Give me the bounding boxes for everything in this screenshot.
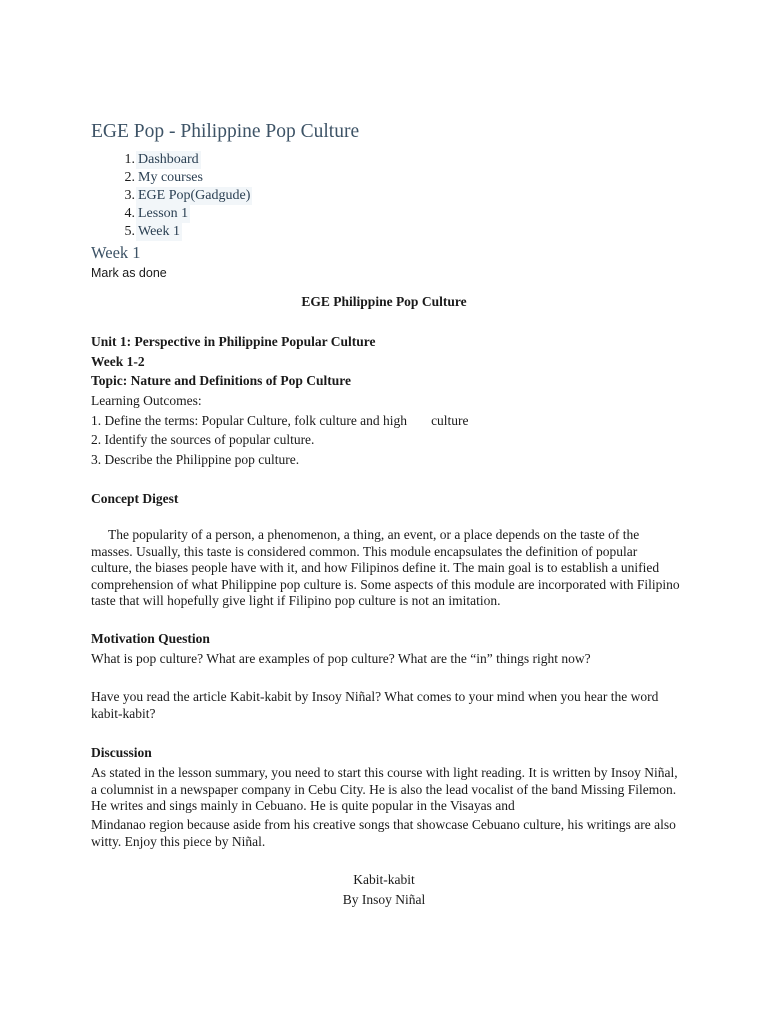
discussion-heading: Discussion — [91, 745, 152, 760]
discussion-paragraph: As stated in the lesson summary, you need to start this course with light reading. It is written by Insoy Niñal, a columnist in a newspaper company in Cebu City. He is also the lead vocalist of the band Missing Filemon. He writes and sings mainly in Cebuano. He is quite popular in the Visayas and — [91, 765, 678, 813]
unit-heading: Unit 1: Perspective in Philippine Popular Culture — [91, 334, 376, 349]
breadcrumb-item — [91, 187, 252, 205]
motivation-heading: Motivation Question — [91, 631, 210, 646]
breadcrumb-number: 4. — [124, 206, 135, 221]
breadcrumb-link-my-courses[interactable]: My courses — [138, 170, 203, 185]
motivation-question: What is pop culture? What are examples of pop culture? What are the “in” things right now? — [91, 651, 591, 666]
concept-paragraph: The popularity of a person, a phenomenon, a thing, an event, or a place depends on the taste of the masses. Usually, this taste is considered common. This module encapsulates the definition of popular culture, the biases people have with it, and how Filipinos define it. The main goal is to establish a unified comprehension of what Philippine pop culture is. Some aspects of this module are incorporated with Filipino taste that will hopefully give light if Filipino pop culture is not an imitation. — [91, 527, 680, 608]
topic-heading: Topic: Nature and Definitions of Pop Culture — [91, 373, 352, 388]
breadcrumb-item — [91, 205, 252, 223]
breadcrumb-number: 5. — [124, 224, 135, 239]
breadcrumb-link-week[interactable]: Week 1 — [138, 224, 181, 239]
concept-heading: Concept Digest — [91, 491, 179, 506]
section-heading: Week 1 — [91, 243, 141, 262]
outcome-text-continued: culture — [431, 413, 469, 428]
outcome-item — [91, 413, 469, 429]
breadcrumb-item — [91, 151, 252, 169]
mark-as-done-button[interactable]: Mark as done — [91, 266, 167, 280]
motivation-question: Have you read the article Kabit-kabit by Insoy Niñal? What comes to your mind when you hear the word kabit-kabit? — [91, 689, 659, 721]
discussion-paragraph: Mindanao region because aside from his creative songs that showcase Cebuano culture, his writings are also witty. Enjoy this piece by Niñal. — [91, 817, 676, 849]
article-title: Kabit-kabit — [353, 872, 415, 887]
breadcrumb-number: 3. — [124, 188, 135, 203]
breadcrumb-link-course[interactable]: EGE Pop(Gadgude) — [138, 188, 251, 203]
breadcrumb-item — [91, 169, 252, 187]
document-title: EGE Philippine Pop Culture — [301, 294, 467, 309]
breadcrumb-number: 1. — [124, 152, 135, 167]
outcome-item: 2. Identify the sources of popular culture. — [91, 432, 315, 447]
outcome-text: 1. Define the terms: Popular Culture, folk culture and high — [91, 413, 408, 428]
breadcrumb-item — [91, 223, 252, 241]
outcome-item: 3. Describe the Philippine pop culture. — [91, 452, 300, 467]
outcomes-label: Learning Outcomes: — [91, 393, 202, 408]
breadcrumb-link-dashboard[interactable]: Dashboard — [138, 152, 199, 167]
article-author: By Insoy Niñal — [342, 892, 426, 907]
course-title: EGE Pop - Philippine Pop Culture — [91, 121, 360, 142]
breadcrumb — [91, 151, 252, 241]
breadcrumb-number: 2. — [124, 170, 135, 185]
breadcrumb-link-lesson[interactable]: Lesson 1 — [138, 206, 189, 221]
week-range: Week 1-2 — [91, 354, 145, 369]
